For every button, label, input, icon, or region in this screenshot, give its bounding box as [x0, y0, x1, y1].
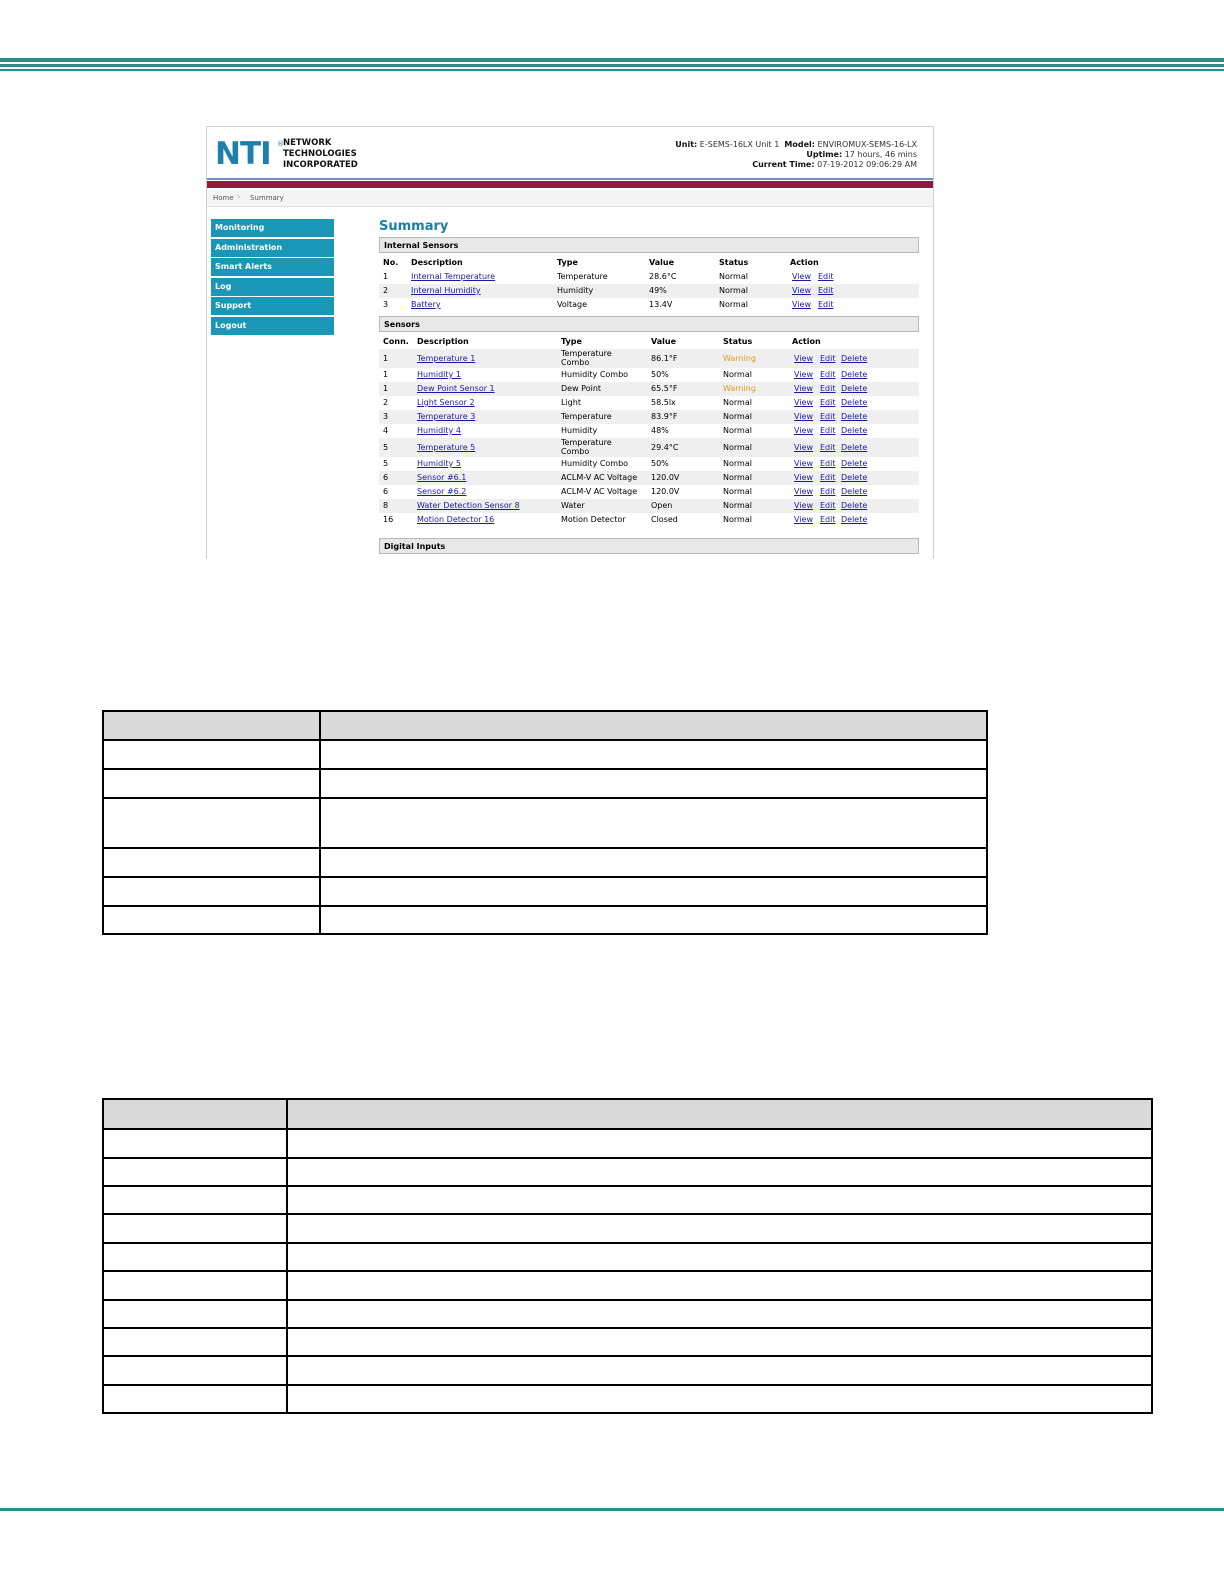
table-row	[103, 769, 987, 798]
table-row	[103, 798, 987, 848]
view-link[interactable]: View	[794, 412, 813, 421]
view-link[interactable]: View	[792, 286, 811, 295]
col-header-description: Description	[417, 337, 469, 346]
cell-status: Normal	[723, 370, 752, 379]
table-cell	[287, 1129, 1152, 1157]
table-cell	[103, 1328, 287, 1356]
sensor-link[interactable]: Sensor #6.1	[417, 473, 467, 482]
cell-status: Normal	[723, 426, 752, 435]
cell-type: Humidity	[557, 286, 594, 295]
cell-type: Light	[561, 398, 581, 407]
table-cell	[103, 1243, 287, 1271]
delete-link[interactable]: Delete	[841, 443, 868, 452]
delete-link[interactable]: Delete	[841, 426, 868, 435]
cell-type: Dew Point	[561, 384, 602, 393]
col-header-value: Value	[649, 258, 675, 267]
breadcrumb	[207, 190, 933, 207]
col-header-status: Status	[719, 258, 749, 267]
table-cell	[103, 1214, 287, 1242]
table-cell	[320, 740, 987, 769]
cell-status: Warning	[723, 354, 756, 363]
cell-type: ACLM-V AC Voltage	[561, 473, 638, 482]
edit-link[interactable]: Edit	[820, 515, 836, 524]
breadcrumb-separator-icon: ›	[237, 192, 241, 202]
cell-conn: 1	[383, 384, 389, 393]
table-row	[379, 410, 919, 424]
table-cell	[287, 1243, 1152, 1271]
sensor-link[interactable]: Temperature 3	[417, 412, 476, 421]
logo-line: TECHNOLOGIES	[283, 149, 357, 159]
sensor-link[interactable]: Temperature 5	[417, 443, 476, 452]
delete-link[interactable]: Delete	[841, 412, 868, 421]
edit-link[interactable]: Edit	[820, 370, 836, 379]
table-row	[103, 1385, 1152, 1413]
view-link[interactable]: View	[794, 501, 813, 510]
table-header-row	[379, 256, 919, 270]
view-link[interactable]: View	[794, 515, 813, 524]
cell-status: Warning	[723, 384, 756, 393]
sensor-link[interactable]: Humidity 5	[417, 459, 461, 468]
edit-link[interactable]: Edit	[820, 384, 836, 393]
sensor-link[interactable]: Humidity 4	[417, 426, 461, 435]
table-cell	[320, 906, 987, 934]
nav-item-smart-alerts[interactable]: Smart Alerts	[211, 258, 334, 276]
table-row	[379, 349, 919, 368]
col-header-status: Status	[723, 337, 753, 346]
table-row	[379, 424, 919, 438]
table-row	[379, 485, 919, 499]
table-cell	[103, 1186, 287, 1214]
nav-item-administration[interactable]: Administration	[211, 239, 334, 257]
col-header-action: Action	[792, 337, 821, 346]
table-row	[379, 457, 919, 471]
sensor-link[interactable]: Light Sensor 2	[417, 398, 475, 407]
table-row	[103, 906, 987, 934]
sensors-header: Sensors	[379, 316, 919, 332]
cell-value: 48%	[651, 426, 669, 435]
sidebar-nav	[211, 219, 334, 337]
table-cell	[320, 848, 987, 877]
table-cell	[103, 1271, 287, 1299]
cell-status: Normal	[723, 473, 752, 482]
logo-registered: ®	[277, 140, 284, 148]
table-cell	[103, 769, 320, 798]
cell-value: Closed	[651, 515, 678, 524]
cell-status: Normal	[723, 487, 752, 496]
col-header-value: Value	[651, 337, 677, 346]
table-row	[103, 848, 987, 877]
view-link[interactable]: View	[794, 384, 813, 393]
edit-link[interactable]: Edit	[818, 272, 834, 281]
delete-link[interactable]: Delete	[841, 487, 868, 496]
cell-conn: 4	[383, 426, 389, 435]
cell-conn: 2	[383, 398, 389, 407]
table-cell	[287, 1356, 1152, 1384]
table-cell	[103, 877, 320, 906]
logo-text	[283, 138, 358, 171]
col-header-description: Description	[411, 258, 463, 267]
edit-link[interactable]: Edit	[820, 354, 836, 363]
sensor-link[interactable]: Humidity 1	[417, 370, 461, 379]
cell-status: Normal	[719, 300, 748, 309]
table-cell	[103, 711, 320, 740]
cell-no: 3	[383, 300, 389, 309]
internal-sensors-table	[379, 256, 919, 312]
cell-status: Normal	[723, 501, 752, 510]
cell-no: 1	[383, 272, 389, 281]
delete-link[interactable]: Delete	[841, 384, 868, 393]
cell-status: Normal	[723, 398, 752, 407]
digital-inputs-header: Digital Inputs	[379, 538, 919, 554]
cell-type: Temperature	[557, 272, 608, 281]
cell-value: 83.9°F	[651, 412, 678, 421]
sensor-link[interactable]: Dew Point Sensor 1	[417, 384, 495, 393]
cell-type: Humidity Combo	[561, 459, 629, 468]
col-header-action: Action	[790, 258, 819, 267]
header-rule-top	[0, 58, 1224, 62]
table-cell	[320, 769, 987, 798]
breadcrumb-current: Summary	[250, 194, 284, 202]
edit-link[interactable]: Edit	[820, 398, 836, 407]
edit-link[interactable]: Edit	[820, 459, 836, 468]
table-row	[379, 284, 919, 298]
cell-value: Open	[651, 501, 673, 510]
cell-value: 13.4V	[649, 300, 673, 309]
cell-status: Normal	[723, 412, 752, 421]
table-cell	[103, 1099, 287, 1129]
table-row	[103, 1214, 1152, 1242]
uptime-label: Uptime:	[806, 150, 843, 159]
cell-status: Normal	[723, 443, 752, 452]
logo-mark: NTI	[215, 136, 271, 172]
table-cell	[287, 1271, 1152, 1299]
cell-type: Voltage	[557, 300, 588, 309]
table-cell	[320, 798, 987, 848]
cell-conn: 5	[383, 459, 389, 468]
col-header-type: Type	[561, 337, 582, 346]
table-cell	[103, 1158, 287, 1186]
delete-link[interactable]: Delete	[841, 354, 868, 363]
sensor-link[interactable]: Motion Detector 16	[417, 515, 495, 524]
cell-conn: 6	[383, 487, 389, 496]
edit-link[interactable]: Edit	[820, 487, 836, 496]
cell-status: Normal	[719, 286, 748, 295]
edit-link[interactable]: Edit	[820, 473, 836, 482]
cell-value: 120.0V	[651, 473, 680, 482]
cell-type: Temperature	[561, 412, 612, 421]
page-title: Summary	[379, 219, 449, 234]
table-cell	[287, 1214, 1152, 1242]
table-row	[103, 1158, 1152, 1186]
table-row	[103, 1243, 1152, 1271]
sensor-link[interactable]: Internal Humidity	[411, 286, 481, 295]
model-label: Model:	[784, 140, 815, 149]
summary-page-screenshot	[206, 126, 934, 559]
cell-value: 28.6°C	[649, 272, 677, 281]
table-row	[103, 877, 987, 906]
sensor-link[interactable]: Sensor #6.2	[417, 487, 467, 496]
internal-sensors-header: Internal Sensors	[379, 237, 919, 253]
edit-link[interactable]: Edit	[820, 412, 836, 421]
current-time-label: Current Time:	[752, 160, 815, 169]
view-link[interactable]: View	[794, 443, 813, 452]
table-cell	[287, 1300, 1152, 1328]
edit-link[interactable]: Edit	[818, 300, 834, 309]
delete-link[interactable]: Delete	[841, 398, 868, 407]
current-time-value: 07-19-2012 09:06:29 AM	[817, 160, 917, 169]
table-header-row	[103, 711, 987, 740]
table-cell	[103, 906, 320, 934]
table-cell	[287, 1158, 1152, 1186]
delete-link[interactable]: Delete	[841, 459, 868, 468]
cell-type: Water	[561, 501, 585, 510]
col-header-no: No.	[383, 258, 399, 267]
table-header-row	[379, 335, 919, 349]
cell-value: 120.0V	[651, 487, 680, 496]
table-cell	[103, 740, 320, 769]
cell-type: ACLM-V AC Voltage	[561, 487, 638, 496]
nav-item-log[interactable]: Log	[211, 278, 334, 296]
table-row	[103, 1129, 1152, 1157]
model-value: ENVIROMUX-SEMS-16-LX	[817, 140, 917, 149]
view-link[interactable]: View	[794, 398, 813, 407]
table-row	[379, 368, 919, 382]
view-link[interactable]: View	[794, 487, 813, 496]
edit-link[interactable]: Edit	[820, 426, 836, 435]
cell-no: 2	[383, 286, 389, 295]
sensor-link[interactable]: Internal Temperature	[411, 272, 496, 281]
view-link[interactable]: View	[794, 354, 813, 363]
unit-label: Unit:	[675, 140, 698, 149]
document-table-2	[102, 1098, 1153, 1414]
table-cell	[287, 1186, 1152, 1214]
header-bar-blue	[207, 178, 933, 180]
sensor-link[interactable]: Temperature 1	[417, 354, 476, 363]
view-link[interactable]: View	[792, 272, 811, 281]
delete-link[interactable]: Delete	[841, 370, 868, 379]
table-cell	[287, 1385, 1152, 1413]
table-row	[379, 270, 919, 284]
cell-value: 58.5lx	[651, 398, 676, 407]
table-cell	[103, 1129, 287, 1157]
table-row	[103, 740, 987, 769]
nav-item-logout[interactable]: Logout	[211, 317, 334, 335]
table-row	[379, 298, 919, 312]
table-cell	[103, 798, 320, 848]
cell-conn: 8	[383, 501, 389, 510]
table-row	[379, 438, 919, 457]
view-link[interactable]: View	[792, 300, 811, 309]
view-link[interactable]: View	[794, 426, 813, 435]
cell-value: 50%	[651, 459, 669, 468]
sensor-link[interactable]: Battery	[411, 300, 441, 309]
sensor-link[interactable]: Water Detection Sensor 8	[417, 501, 520, 510]
delete-link[interactable]: Delete	[841, 473, 868, 482]
delete-link[interactable]: Delete	[841, 515, 868, 524]
table-cell	[103, 1356, 287, 1384]
table-cell	[320, 877, 987, 906]
sensors-table	[379, 335, 919, 527]
logo-line: INCORPORATED	[283, 160, 358, 170]
cell-type: Temperature Combo	[561, 438, 612, 456]
table-cell	[103, 1385, 287, 1413]
cell-type: Motion Detector	[561, 515, 626, 524]
table-row	[379, 471, 919, 485]
cell-conn: 1	[383, 370, 389, 379]
nav-item-monitoring[interactable]: Monitoring	[211, 219, 334, 237]
page-footer-rule	[0, 1508, 1224, 1511]
document-table-1	[102, 710, 988, 935]
view-link[interactable]: View	[794, 473, 813, 482]
table-row	[103, 1356, 1152, 1384]
nti-logo	[215, 137, 365, 173]
table-row	[379, 382, 919, 396]
table-cell	[287, 1328, 1152, 1356]
table-header-row	[103, 1099, 1152, 1129]
edit-link[interactable]: Edit	[820, 443, 836, 452]
table-row	[379, 396, 919, 410]
cell-type: Humidity Combo	[561, 370, 629, 379]
table-row	[379, 513, 919, 527]
edit-link[interactable]: Edit	[820, 501, 836, 510]
cell-value: 86.1°F	[651, 354, 678, 363]
logo-line: NETWORK	[283, 138, 332, 148]
col-header-type: Type	[557, 258, 578, 267]
table-row	[103, 1300, 1152, 1328]
delete-link[interactable]: Delete	[841, 501, 868, 510]
cell-status: Normal	[719, 272, 748, 281]
cell-conn: 16	[383, 515, 394, 524]
cell-type: Temperature Combo	[561, 349, 612, 367]
cell-conn: 5	[383, 443, 389, 452]
table-row	[103, 1271, 1152, 1299]
cell-value: 29.4°C	[651, 443, 679, 452]
cell-status: Normal	[723, 515, 752, 524]
unit-info	[675, 140, 917, 170]
nav-item-support[interactable]: Support	[211, 297, 334, 315]
cell-value: 50%	[651, 370, 669, 379]
cell-conn: 1	[383, 354, 389, 363]
cell-type: Humidity	[561, 426, 598, 435]
edit-link[interactable]: Edit	[818, 286, 834, 295]
view-link[interactable]: View	[794, 370, 813, 379]
table-cell	[287, 1099, 1152, 1129]
view-link[interactable]: View	[794, 459, 813, 468]
unit-value: E-SEMS-16LX Unit 1	[699, 140, 780, 149]
header-rule-bottom	[0, 69, 1224, 71]
table-row	[103, 1328, 1152, 1356]
header-bar-maroon	[207, 181, 933, 188]
cell-conn: 3	[383, 412, 389, 421]
uptime-value: 17 hours, 46 mins	[844, 150, 917, 159]
cell-value: 65.5°F	[651, 384, 678, 393]
col-header-conn: Conn.	[383, 337, 409, 346]
table-cell	[103, 1300, 287, 1328]
cell-conn: 6	[383, 473, 389, 482]
cell-status: Normal	[723, 459, 752, 468]
breadcrumb-home[interactable]: Home	[213, 194, 234, 202]
header-rule-middle	[0, 64, 1224, 67]
table-row	[103, 1186, 1152, 1214]
table-row	[379, 499, 919, 513]
table-cell	[320, 711, 987, 740]
table-cell	[103, 848, 320, 877]
cell-value: 49%	[649, 286, 667, 295]
